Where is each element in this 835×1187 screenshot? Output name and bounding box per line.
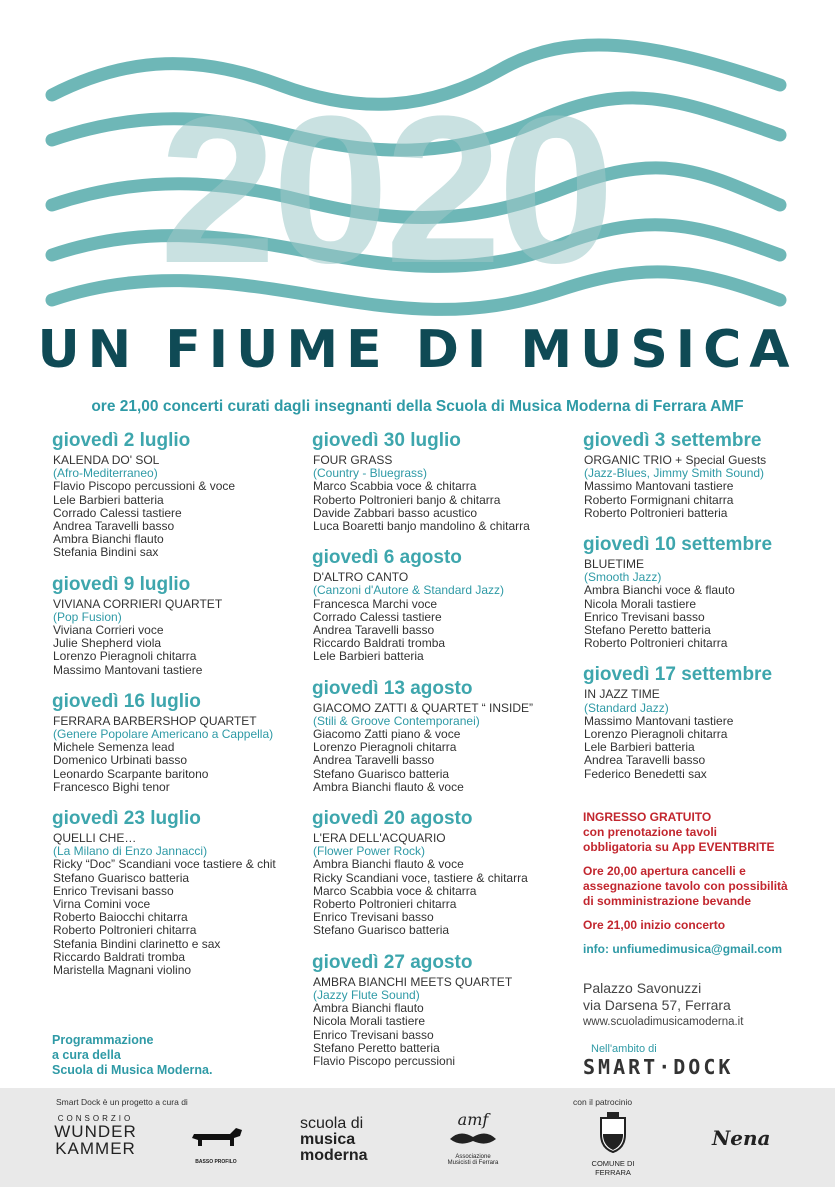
event-band: GIACOMO ZATTI & QUARTET “ INSIDE” — [313, 700, 534, 715]
year-watermark: 2020 — [159, 72, 611, 307]
event-band: FOUR GRASS — [313, 453, 393, 467]
event-block — [583, 664, 835, 780]
logo-text: KAMMER — [55, 1139, 136, 1158]
event-member: Lele Barbieri batteria — [53, 492, 164, 507]
event-genre: (La Milano di Enzo Jannacci) — [53, 844, 208, 859]
event-block — [52, 808, 322, 977]
venue-address: via Darsena 57, Ferrara — [583, 997, 731, 1013]
info-line: obbligatoria su App EVENTBRITE — [583, 840, 775, 854]
event-member: Roberto Poltronieri batteria — [584, 505, 728, 520]
event-member: Lorenzo Pieragnoli chitarra — [313, 740, 457, 755]
event-date: giovedì 27 agosto — [312, 951, 473, 973]
event-genre: (Afro-Mediterraneo) — [53, 466, 158, 481]
info-line: Ore 21,00 inizio concerto — [583, 918, 726, 932]
event-member: Stefano Peretto batteria — [313, 1040, 440, 1055]
event-genre: (Canzoni d'Autore & Standard Jazz) — [313, 583, 505, 598]
event-genre: (Smooth Jazz) — [584, 570, 662, 585]
programming-line: Scuola di Musica Moderna. — [52, 1063, 213, 1077]
event-member: Enrico Trevisani basso — [313, 910, 434, 925]
venue-name: Palazzo Savonuzzi — [583, 980, 702, 996]
event-date: giovedì 30 luglio — [312, 430, 461, 451]
event-band: FERRARA BARBERSHOP QUARTET — [53, 713, 257, 728]
event-member: Ambra Bianchi flauto — [53, 532, 164, 547]
event-member: Roberto Poltronieri chitarra — [584, 636, 728, 651]
event-member: Viviana Corrieri voce — [53, 623, 164, 638]
event-block — [583, 534, 835, 650]
logo-text: CONSORZIO — [57, 1114, 134, 1123]
event-member: Stefania Bindini sax — [53, 545, 159, 560]
coat-of-arms-icon — [598, 1112, 628, 1154]
event-member: Ambra Bianchi flauto — [313, 1001, 424, 1016]
event-genre: (Standard Jazz) — [584, 700, 669, 715]
programming-credit — [52, 1033, 212, 1078]
event-member: Francesco Bighi tenor — [53, 779, 170, 794]
venue-block — [583, 980, 743, 1031]
event-member: Andrea Taravelli basso — [584, 753, 706, 768]
event-band: KALENDA DO' SOL — [53, 453, 160, 467]
event-member: Andrea Taravelli basso — [313, 623, 435, 638]
event-member: Ricky “Doc” Scandiani voce tastiere & chit — [53, 857, 276, 872]
event-member: Francesca Marchi voce — [313, 596, 438, 611]
event-date: giovedì 13 agosto — [312, 677, 473, 699]
event-member: Roberto Poltronieri chitarra — [313, 897, 457, 912]
event-date: giovedì 10 settembre — [583, 534, 773, 556]
programming-line: a cura della — [52, 1048, 121, 1062]
event-member: Roberto Formignani chitarra — [584, 492, 734, 507]
event-block — [312, 952, 582, 1068]
info-line: Ore 20,00 apertura cancelli e — [583, 864, 746, 878]
comune-logo — [578, 1112, 648, 1177]
subtitle: ore 21,00 concerti curati dagli insegnanti della Scuola di Musica Moderna di Ferrara AMF — [91, 398, 744, 415]
event-date: giovedì 20 agosto — [312, 808, 473, 830]
event-member: Ambra Bianchi flauto & voce — [313, 857, 464, 872]
event-member: Enrico Trevisani basso — [53, 883, 174, 898]
event-genre: (Genere Popolare Americano a Cappella) — [53, 727, 274, 742]
event-member: Roberto Baiocchi chitarra — [53, 910, 188, 925]
sponsor-footer — [0, 1088, 835, 1187]
logo-text: scuola di — [300, 1115, 364, 1132]
event-band: ORGANIC TRIO + Special Guests — [584, 453, 767, 467]
event-band: BLUETIME — [584, 557, 645, 572]
event-member: Lorenzo Pieragnoli chitarra — [53, 649, 197, 664]
event-member: Flavio Piscopo percussioni — [313, 1053, 456, 1068]
basso-profilo-logo — [186, 1120, 246, 1165]
project-note: Smart Dock è un progetto a cura di — [56, 1097, 188, 1107]
event-member: Massimo Mantovani tastiere — [53, 662, 203, 677]
event-member: Riccardo Baldrati tromba — [53, 949, 186, 964]
patron-note: con il patrocinio — [573, 1097, 633, 1107]
event-block — [312, 808, 582, 938]
event-member: Stefano Peretto batteria — [584, 623, 711, 638]
event-member: Marco Scabbia voce & chitarra — [313, 479, 477, 494]
info-line: assegnazione tavolo con possibilità — [583, 879, 788, 893]
smartdock-label: Nell'ambito di — [591, 1043, 657, 1055]
event-member: Lele Barbieri batteria — [313, 649, 424, 664]
event-member: Ricky Scandiani voce, tastiere & chitarra — [313, 870, 528, 885]
event-member: Stefano Guarisco batteria — [53, 870, 190, 885]
event-block — [583, 430, 835, 520]
smartdock-logo — [583, 1043, 733, 1079]
event-genre: (Jazzy Flute Sound) — [313, 987, 420, 1002]
event-band: L'ERA DELL'ACQUARIO — [313, 831, 446, 846]
event-member: Virna Comini voce — [53, 897, 151, 912]
venue-website[interactable]: www.scuoladimusicamoderna.it — [583, 1016, 744, 1028]
logo-text: musica — [300, 1131, 356, 1148]
event-member: Davide Zabbari basso acustico — [313, 505, 478, 520]
event-member: Stefano Guarisco batteria — [313, 766, 450, 781]
event-member: Luca Boaretti banjo mandolino & chitarra — [313, 519, 530, 534]
event-date: giovedì 17 settembre — [583, 664, 773, 686]
contact-email[interactable]: info: unfiumedimusica@gmail.com — [583, 942, 783, 956]
event-member: Massimo Mantovani tastiere — [584, 479, 734, 494]
event-member: Lorenzo Pieragnoli chitarra — [584, 727, 728, 742]
dachshund-icon — [186, 1120, 246, 1154]
schedule-column-1 — [52, 430, 322, 991]
event-member: Roberto Poltronieri chitarra — [53, 923, 197, 938]
event-member: Enrico Trevisani basso — [313, 1027, 434, 1042]
event-member: Enrico Trevisani basso — [584, 609, 705, 624]
logo-text: moderna — [300, 1147, 368, 1164]
event-date: giovedì 6 agosto — [312, 547, 462, 569]
event-member: Nicola Morali tastiere — [584, 596, 697, 611]
event-member: Lele Barbieri batteria — [584, 740, 695, 755]
event-member: Federico Benedetti sax — [584, 766, 707, 781]
event-band: D'ALTRO CANTO — [313, 570, 409, 585]
event-member: Stefania Bindini clarinetto e sax — [53, 936, 221, 951]
event-member: Stefano Guarisco batteria — [313, 923, 450, 938]
logo-text: WUNDER — [54, 1122, 137, 1141]
event-block — [52, 430, 322, 560]
event-genre: (Stili & Groove Contemporanei) — [313, 713, 480, 728]
nena-logo: Nena — [712, 1126, 771, 1150]
event-genre: (Pop Fusion) — [53, 609, 122, 624]
event-member: Julie Shepherd viola — [53, 636, 162, 651]
event-date: giovedì 16 luglio — [52, 690, 201, 712]
event-member: Michele Semenza lead — [53, 740, 175, 755]
event-genre: (Country - Bluegrass) — [313, 466, 428, 481]
event-band: QUELLI CHE… — [53, 831, 137, 846]
event-member: Roberto Poltronieri banjo & chitarra — [313, 492, 501, 507]
scuola-logo — [300, 1116, 368, 1164]
event-band: IN JAZZ TIME — [584, 687, 660, 702]
event-member: Giacomo Zatti piano & voce — [313, 727, 461, 742]
event-member: Marco Scabbia voce & chitarra — [313, 883, 477, 898]
logo-text: BASSO PROFILO — [195, 1159, 237, 1165]
info-line: di somministrazione bevande — [583, 894, 752, 908]
event-genre: (Jazz-Blues, Jimmy Smith Sound) — [584, 466, 765, 481]
event-date: giovedì 23 luglio — [52, 808, 201, 830]
amf-logo — [440, 1110, 506, 1166]
event-member: Andrea Taravelli basso — [313, 753, 435, 768]
schedule-column-2 — [312, 430, 582, 1082]
event-block — [312, 430, 582, 533]
event-date: giovedì 3 settembre — [583, 430, 762, 451]
event-member: Ambra Bianchi voce & flauto — [584, 583, 735, 598]
ticket-info — [583, 810, 823, 966]
event-block — [52, 691, 322, 794]
event-member: Domenico Urbinati basso — [53, 753, 188, 768]
event-band: VIVIANA CORRIERI QUARTET — [53, 596, 223, 611]
event-date: giovedì 9 luglio — [52, 573, 191, 595]
page-title: UN FIUME DI MUSICA — [37, 320, 798, 380]
event-member: Maristella Magnani violino — [53, 963, 192, 978]
event-block — [312, 547, 582, 663]
event-member: Corrado Calessi tastiere — [53, 505, 182, 520]
schedule-column-3 — [583, 430, 835, 795]
logo-text: amf — [457, 1110, 489, 1129]
event-member: Corrado Calessi tastiere — [313, 609, 442, 624]
event-member: Andrea Taravelli basso — [53, 519, 175, 534]
event-member: Flavio Piscopo percussioni & voce — [53, 479, 236, 494]
event-member: Massimo Mantovani tastiere — [584, 713, 734, 728]
amf-emblem-icon — [448, 1129, 498, 1149]
smartdock-name: SMART·DOCK — [583, 1055, 734, 1079]
logo-text: Musicisti di Ferrara — [447, 1160, 499, 1166]
info-line: INGRESSO GRATUITO — [583, 810, 712, 824]
event-member: Riccardo Baldrati tromba — [313, 636, 446, 651]
programming-line: Programmazione — [52, 1033, 154, 1047]
info-line: con prenotazione tavoli — [583, 825, 718, 839]
event-member: Leonardo Scarpante baritono — [53, 766, 209, 781]
event-member: Nicola Morali tastiere — [313, 1014, 426, 1029]
logo-text: Associazione — [455, 1154, 491, 1160]
logo-text: COMUNE DI FERRARA — [591, 1159, 635, 1177]
event-band: AMBRA BIANCHI MEETS QUARTET — [313, 974, 513, 989]
event-block — [52, 574, 322, 677]
event-genre: (Flower Power Rock) — [313, 844, 426, 859]
event-member: Ambra Bianchi flauto & voce — [313, 779, 464, 794]
event-block — [312, 678, 582, 794]
event-date: giovedì 2 luglio — [52, 430, 191, 451]
wunderkammer-logo — [48, 1114, 143, 1157]
